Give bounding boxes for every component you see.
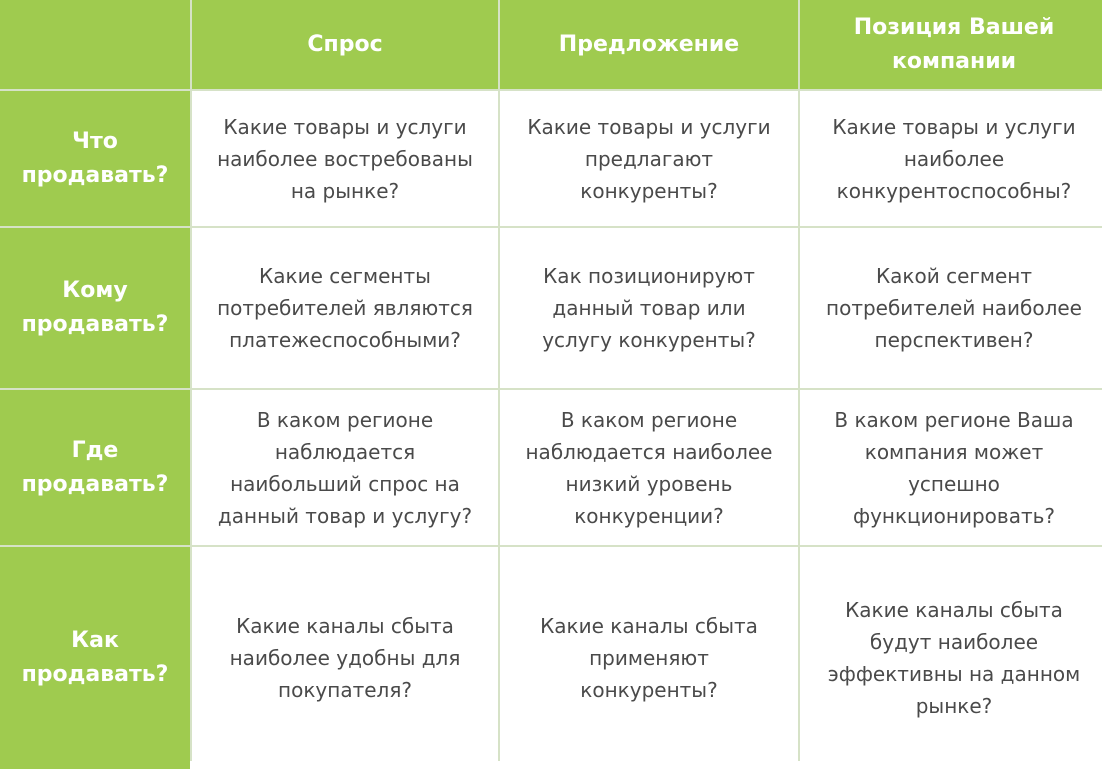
cell-text: Какие товары и услуги наиболее конкурентоспособны?	[832, 114, 1076, 203]
cell-text: Как позиционируют данный товар или услугу конкуренты?	[542, 264, 756, 352]
table-cell	[500, 91, 798, 226]
table-cell	[500, 547, 798, 769]
table-cell	[500, 390, 798, 545]
row-header-label: Как продавать?	[21, 628, 169, 687]
column-header-demand	[192, 0, 498, 89]
cell-text: В каком регионе наблюдается наиболее низкий уровень конкуренции?	[525, 407, 773, 528]
table-cell	[800, 91, 1102, 226]
table-cell	[192, 547, 498, 769]
cell-text: Какие каналы сбыта применяют конкуренты?	[540, 614, 758, 702]
row-header-label: Где продавать?	[21, 437, 169, 497]
cell-text: Какие сегменты потребителей являются платежеспособными?	[217, 264, 473, 352]
table-cell	[500, 228, 798, 388]
cell-text: В каком регионе Ваша компания может успешно функционировать?	[834, 407, 1074, 528]
table-corner	[0, 0, 190, 89]
cell-text: Какие каналы сбыта наиболее удобны для покупателя?	[229, 614, 461, 702]
table-cell	[192, 228, 498, 388]
row-header-where	[0, 390, 190, 545]
column-header-company-position	[800, 0, 1102, 89]
row-header-what	[0, 91, 190, 226]
table-cell	[192, 390, 498, 545]
cell-text: В каком регионе наблюдается наибольший спрос на данный товар и услугу?	[217, 407, 473, 528]
row-header-label: Кому продавать?	[21, 278, 169, 337]
table-cell	[800, 228, 1102, 388]
table-cell	[192, 91, 498, 226]
column-header-supply	[500, 0, 798, 89]
table-cell	[800, 547, 1102, 769]
table-cell	[800, 390, 1102, 545]
row-header-how	[0, 547, 190, 769]
cell-text: Какие товары и услуги предлагают конкуренты?	[527, 114, 771, 203]
row-header-whom	[0, 228, 190, 388]
cell-text: Какие товары и услуги наиболее востребованы на рынке?	[217, 114, 473, 203]
cell-text: Какие каналы сбыта будут наиболее эффективны на данном рынке?	[827, 598, 1081, 718]
column-header-label: Предложение	[558, 31, 740, 57]
cell-text: Какой сегмент потребителей наиболее перспективен?	[826, 264, 1082, 352]
column-header-label: Позиция Вашей компании	[853, 14, 1055, 74]
column-header-label: Спрос	[307, 31, 383, 57]
row-header-label: Что продавать?	[21, 128, 169, 188]
